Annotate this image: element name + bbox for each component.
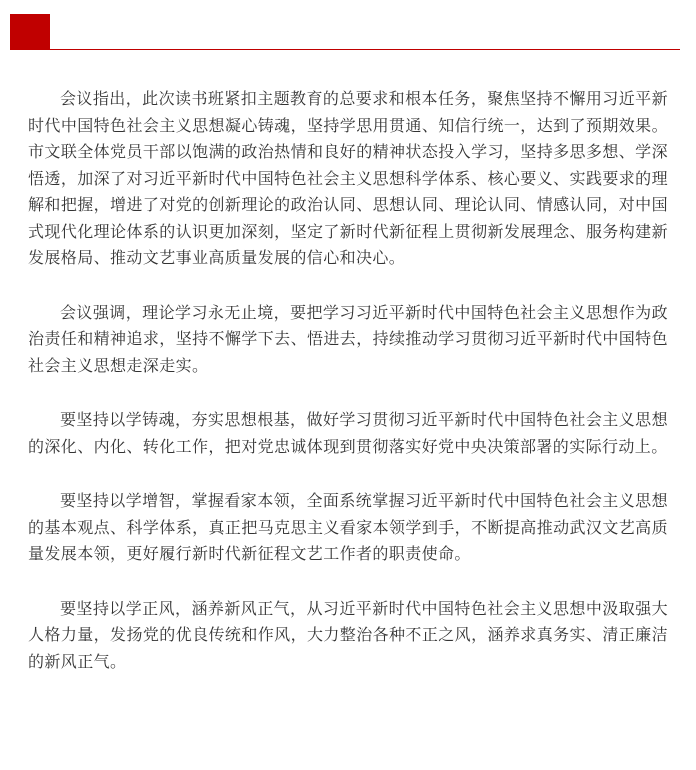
article-body: [28, 86, 668, 675]
section-header: [10, 14, 680, 50]
paragraph-meeting-emphasis: 会议强调，理论学习永无止境，要把学习习近平新时代中国特色社会主义思想作为政治责任和精神追求，坚持不懈学下去、悟进去，持续推动学习贯彻习近平新时代中国特色社会主义思想走深走实。: [28, 302, 668, 375]
paragraph-study-soul: 要坚持以学铸魂，夯实思想根基，做好学习贯彻习近平新时代中国特色社会主义思想的深化、内化、转化工作，把对党忠诚体现到贯彻落实好党中央决策部署的实际行动上。: [28, 410, 668, 456]
paragraph-study-conduct: 要坚持以学正风，涵养新风正气，从习近平新时代中国特色社会主义思想中汲取强大人格力量，发扬党的优良传统和作风，大力整治各种不正之风，涵养求真务实、清正廉洁的新风正气。: [28, 598, 668, 671]
paragraph-study-wisdom: 要坚持以学增智，掌握看家本领，全面系统掌握习近平新时代中国特色社会主义思想的基本观点、科学体系，真正把马克思主义看家本领学到手，不断提高推动武汉文艺高质量发展本领，更好履行新时代新征程文艺工作者的职责使命。: [28, 491, 668, 563]
header-divider-line: [50, 49, 680, 50]
header-accent-block: [10, 14, 50, 50]
paragraph-meeting-points: 会议指出，此次读书班紧扣主题教育的总要求和根本任务，聚焦坚持不懈用习近平新时代中国特色社会主义思想凝心铸魂，坚持学思用贯通、知信行统一，达到了预期效果。市文联全体党员干部以饱满的政治热情和良好的精神状态投入学习，坚持多思多想、学深悟透，加深了对习近平新时代中国特色社会主义思想科学体系、核心要义、实践要求的理解和把握，增进了对党的创新理论的政治认同、思想认同、理论认同、情感认同，对中国式现代化理论体系的认识更加深刻，坚定了新时代新征程上贯彻新发展理念、服务构建新发展格局、推动文艺事业高质量发展的信心和决心。: [28, 89, 668, 267]
